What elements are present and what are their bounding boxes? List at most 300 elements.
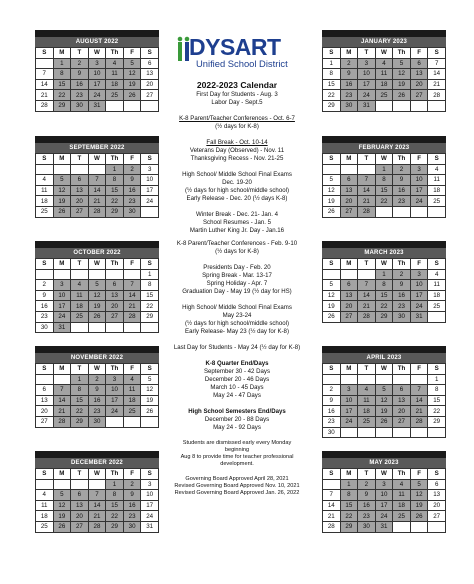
day-cell: 24 [53,311,71,322]
day-cell: 23 [393,301,411,312]
day-cell: 14 [36,79,54,90]
day-cell: 5 [375,385,393,396]
weekday-label: W [88,48,106,59]
weekday-header-row [36,154,159,165]
weekday-header-row [36,48,159,59]
weekday-label: T [71,154,89,165]
day-cell: 6 [71,490,89,501]
day-cell: 26 [141,406,159,417]
weekday-header-row [323,364,446,375]
day-cell: 14 [53,395,71,406]
finals-may-note: High School/ Middle School Final Exams [182,304,292,311]
day-cell: 19 [88,301,106,312]
empty-cell [36,164,54,175]
day-cell: 16 [123,185,141,196]
day-cell: 24 [410,301,428,312]
weekday-label: T [71,48,89,59]
day-cell: 7 [88,175,106,186]
labor-day-note: Labor Day - Sept.5 [211,99,263,106]
month-grid [35,258,159,333]
day-cell: 8 [106,490,124,501]
day-cell: 12 [88,290,106,301]
weekday-label: S [36,364,54,375]
day-cell: 4 [106,58,124,69]
empty-cell [323,269,341,280]
day-cell: 3 [410,164,428,175]
calendar-header-bar [35,241,159,248]
week-row [323,164,446,175]
day-cell: 7 [88,490,106,501]
day-cell: 24 [340,416,358,427]
weekday-label: S [141,154,159,165]
weekday-label: S [428,48,446,59]
day-cell: 20 [393,406,411,417]
weekday-label: S [428,154,446,165]
day-cell: 8 [428,385,446,396]
day-cell: 14 [358,290,376,301]
school-resumes-note: School Resumes - Jan. 5 [202,219,272,226]
day-cell: 17 [375,500,393,511]
month-grid [322,363,446,438]
day-cell: 6 [410,58,428,69]
day-cell: 8 [323,69,341,80]
day-cell: 21 [410,406,428,417]
day-cell: 22 [53,90,71,101]
day-cell: 30 [358,521,376,532]
day-cell: 30 [71,100,89,111]
week-row [323,196,446,207]
week-row [323,69,446,80]
k8-quarter-4: May 24 - 47 Days [213,392,261,399]
day-cell: 12 [393,69,411,80]
day-cell: 19 [323,196,341,207]
day-cell: 19 [123,79,141,90]
empty-cell [53,269,71,280]
weekday-label: T [71,259,89,270]
week-row [36,301,159,312]
empty-cell [141,100,159,111]
weekday-label: M [340,364,358,375]
day-cell: 4 [36,490,54,501]
day-cell: 31 [88,100,106,111]
empty-cell [53,164,71,175]
day-cell: 1 [323,58,341,69]
empty-cell [340,427,358,438]
day-cell: 12 [323,290,341,301]
day-cell: 30 [123,521,141,532]
week-row [36,500,159,511]
day-cell: 30 [123,206,141,217]
weekday-label: F [410,48,428,59]
day-cell: 15 [141,290,159,301]
day-cell: 15 [375,185,393,196]
week-row [36,395,159,406]
day-cell: 2 [123,164,141,175]
day-cell: 12 [53,185,71,196]
week-row [36,196,159,207]
week-row [323,374,446,385]
day-cell: 3 [340,385,358,396]
day-cell: 23 [71,90,89,101]
day-cell: 24 [141,196,159,207]
day-cell: 21 [88,511,106,522]
weekday-label: S [36,154,54,165]
day-cell: 16 [358,500,376,511]
day-cell: 11 [428,175,446,186]
day-cell: 27 [36,416,54,427]
day-cell: 2 [36,280,54,291]
empty-cell [375,374,393,385]
day-cell: 14 [428,69,446,80]
day-cell: 23 [88,406,106,417]
day-cell: 31 [141,521,159,532]
day-cell: 6 [340,280,358,291]
day-cell: 6 [428,479,446,490]
day-cell: 16 [36,301,54,312]
day-cell: 6 [340,175,358,186]
day-cell: 9 [36,290,54,301]
empty-cell [323,479,341,490]
empty-cell [393,374,411,385]
day-cell: 8 [71,385,89,396]
weekday-label: Th [393,259,411,270]
day-cell: 29 [71,416,89,427]
calendar-header-bar [322,451,446,458]
hs-semester-2: May 24 - 92 Days [213,424,261,431]
day-cell: 17 [340,406,358,417]
mlk-note: Martin Luther King Jr. Day - Jan.16 [189,227,285,234]
day-cell: 4 [375,58,393,69]
day-cell: 13 [106,290,124,301]
day-cell: 16 [123,500,141,511]
day-cell: 7 [53,385,71,396]
day-cell: 20 [36,406,54,417]
weekday-label: W [88,364,106,375]
empty-cell [53,374,71,385]
day-cell: 28 [358,311,376,322]
early-release-dec-note: Early Release - Dec. 20 (½ days K-8) [186,195,288,202]
day-cell: 25 [123,406,141,417]
weekday-label: W [375,48,393,59]
empty-cell [428,427,446,438]
day-cell: 20 [71,511,89,522]
calendar-may-2023 [322,451,446,533]
calendar-mar-2023 [322,241,446,323]
day-cell: 11 [36,500,54,511]
day-cell: 31 [375,521,393,532]
calendar-sep-2022 [35,136,159,218]
day-cell: 30 [36,322,54,333]
day-cell: 28 [428,90,446,101]
day-cell: 8 [375,175,393,186]
day-cell: 13 [71,500,89,511]
day-cell: 20 [428,500,446,511]
calendar-feb-2023 [322,136,446,218]
day-cell: 16 [88,395,106,406]
day-cell: 23 [358,511,376,522]
day-cell: 31 [410,311,428,322]
day-cell: 9 [393,280,411,291]
day-cell: 17 [358,79,376,90]
empty-cell [88,269,106,280]
empty-cell [375,427,393,438]
weekday-label: T [358,259,376,270]
day-cell: 26 [323,206,341,217]
day-cell: 5 [323,175,341,186]
day-cell: 28 [123,311,141,322]
day-cell: 20 [410,79,428,90]
day-cell: 5 [88,280,106,291]
weekday-label: Th [393,469,411,480]
weekday-label: S [428,364,446,375]
day-cell: 15 [323,79,341,90]
weekday-label: F [123,48,141,59]
weekday-label: W [375,469,393,480]
day-cell: 15 [375,290,393,301]
day-cell: 25 [428,196,446,207]
day-cell: 23 [123,196,141,207]
calendar-header-bar [35,346,159,353]
month-grid [322,153,446,218]
day-cell: 18 [123,395,141,406]
fall-break-note: Fall Break - Oct. 10-14 [206,139,268,146]
month-title: MARCH 2023 [322,248,446,258]
day-cell: 7 [358,280,376,291]
calendar-aug-2022 [35,30,159,112]
day-cell: 15 [340,500,358,511]
empty-cell [106,416,124,427]
empty-cell [71,164,89,175]
day-cell: 11 [71,290,89,301]
week-row [323,290,446,301]
month-title: SEPTEMBER 2022 [35,143,159,153]
weekday-header-row [36,469,159,480]
day-cell: 23 [340,90,358,101]
day-cell: 31 [53,322,71,333]
weekday-label: Th [106,364,124,375]
day-cell: 6 [106,280,124,291]
weekday-label: F [123,364,141,375]
week-row [323,301,446,312]
empty-cell [410,521,428,532]
weekday-label: M [53,469,71,480]
weekday-header-row [323,154,446,165]
empty-cell [410,100,428,111]
day-cell: 22 [323,90,341,101]
day-cell: 17 [106,395,124,406]
spring-break-note: Spring Break - Mar. 13-17 [202,272,272,279]
weekday-label: W [88,469,106,480]
day-cell: 13 [340,290,358,301]
weekday-label: M [53,364,71,375]
week-row [323,395,446,406]
day-cell: 22 [106,196,124,207]
day-cell: 22 [71,406,89,417]
day-cell: 28 [410,416,428,427]
month-grid [322,47,446,112]
empty-cell [410,427,428,438]
weekday-header-row [323,259,446,270]
day-cell: 12 [323,185,341,196]
hs-semester-heading: High School Semesters End/Days [188,408,286,415]
day-cell: 7 [428,58,446,69]
empty-cell [141,416,159,427]
day-cell: 9 [358,490,376,501]
day-cell: 23 [323,416,341,427]
calendar-header-bar [35,136,159,143]
day-cell: 10 [53,290,71,301]
day-cell: 10 [88,69,106,80]
day-cell: 29 [53,100,71,111]
day-cell: 19 [141,395,159,406]
day-cell: 12 [141,385,159,396]
day-cell: 28 [358,206,376,217]
empty-cell [88,322,106,333]
week-row [36,79,159,90]
k8-quarter-heading: K-8 Quarter End/Days [205,360,269,367]
day-cell: 29 [375,311,393,322]
approval-note-2: Revised Governing Board Approved Nov. 10, 2021 [174,483,300,489]
week-row [323,416,446,427]
day-cell: 18 [393,500,411,511]
day-cell: 4 [428,269,446,280]
week-row [323,427,446,438]
day-cell: 27 [410,90,428,101]
day-cell: 3 [106,374,124,385]
day-cell: 9 [123,490,141,501]
day-cell: 4 [428,164,446,175]
week-row [36,385,159,396]
week-row [36,69,159,80]
weekday-label: S [36,469,54,480]
finals-dec-sub: (½ days for high school/middle school) [185,187,289,194]
empty-cell [340,374,358,385]
day-cell: 27 [71,206,89,217]
day-cell: 29 [340,521,358,532]
week-row [323,511,446,522]
day-cell: 24 [106,406,124,417]
empty-cell [141,322,159,333]
empty-cell [88,164,106,175]
day-cell: 12 [375,395,393,406]
day-cell: 25 [71,311,89,322]
day-cell: 19 [53,196,71,207]
day-cell: 22 [141,301,159,312]
week-row [36,311,159,322]
logo-district-name: Unified School District [196,58,288,69]
week-row [36,490,159,501]
empty-cell [340,269,358,280]
day-cell: 24 [358,90,376,101]
day-cell: 1 [53,58,71,69]
empty-cell [428,100,446,111]
k8-conf-oct-note: K-8 Parent/Teacher Conferences - Oct. 6-7 [179,115,295,122]
day-cell: 9 [323,395,341,406]
day-cell: 26 [53,206,71,217]
day-cell: 16 [393,185,411,196]
day-cell: 21 [428,79,446,90]
day-cell: 26 [393,90,411,101]
weekday-label: W [375,154,393,165]
day-cell: 30 [88,416,106,427]
empty-cell [123,416,141,427]
month-title: OCTOBER 2022 [35,248,159,258]
k8-quarter-3: March 10 - 45 Days [210,384,264,391]
day-cell: 8 [141,280,159,291]
day-cell: 17 [410,185,428,196]
day-cell: 1 [375,164,393,175]
weekday-label: Th [393,48,411,59]
week-row [36,511,159,522]
day-cell: 10 [141,175,159,186]
empty-cell [36,58,54,69]
day-cell: 17 [410,290,428,301]
weekday-label: M [340,469,358,480]
day-cell: 23 [393,196,411,207]
day-cell: 11 [106,69,124,80]
day-cell: 8 [53,69,71,80]
k8-conf-oct-sub: (½ days for K-8) [215,123,259,130]
week-row [323,385,446,396]
day-cell: 6 [393,385,411,396]
day-cell: 20 [340,301,358,312]
week-row [323,269,446,280]
weekday-label: Th [106,48,124,59]
day-cell: 26 [88,311,106,322]
last-day-note: Last Day for Students - May 24 (½ day for K-8) [173,344,301,351]
weekday-label: S [323,364,341,375]
day-cell: 9 [340,69,358,80]
weekday-label: M [340,154,358,165]
day-cell: 25 [393,511,411,522]
day-cell: 21 [88,196,106,207]
week-row [323,58,446,69]
empty-cell [141,206,159,217]
day-cell: 29 [106,206,124,217]
week-row [323,79,446,90]
day-cell: 29 [428,416,446,427]
day-cell: 25 [36,521,54,532]
day-cell: 16 [340,79,358,90]
day-cell: 17 [88,79,106,90]
day-cell: 24 [141,511,159,522]
hs-semester-1: December 20 - 88 Days [204,416,270,423]
empty-cell [36,374,54,385]
weekday-label: F [410,259,428,270]
month-title: FEBRUARY 2023 [322,143,446,153]
day-cell: 5 [393,58,411,69]
empty-cell [323,374,341,385]
weekday-label: T [358,154,376,165]
day-cell: 25 [375,90,393,101]
weekday-label: F [410,364,428,375]
empty-cell [358,427,376,438]
day-cell: 21 [358,196,376,207]
weekday-label: T [358,364,376,375]
month-title: MAY 2023 [322,458,446,468]
empty-cell [36,479,54,490]
day-cell: 4 [393,479,411,490]
day-cell: 21 [123,301,141,312]
calendar-header-bar [322,241,446,248]
day-cell: 25 [358,416,376,427]
k8-quarter-1: September 30 - 42 Days [203,368,271,375]
weekday-label: F [410,469,428,480]
day-cell: 27 [340,206,358,217]
empty-cell [393,206,411,217]
day-cell: 17 [53,301,71,312]
day-cell: 19 [53,511,71,522]
